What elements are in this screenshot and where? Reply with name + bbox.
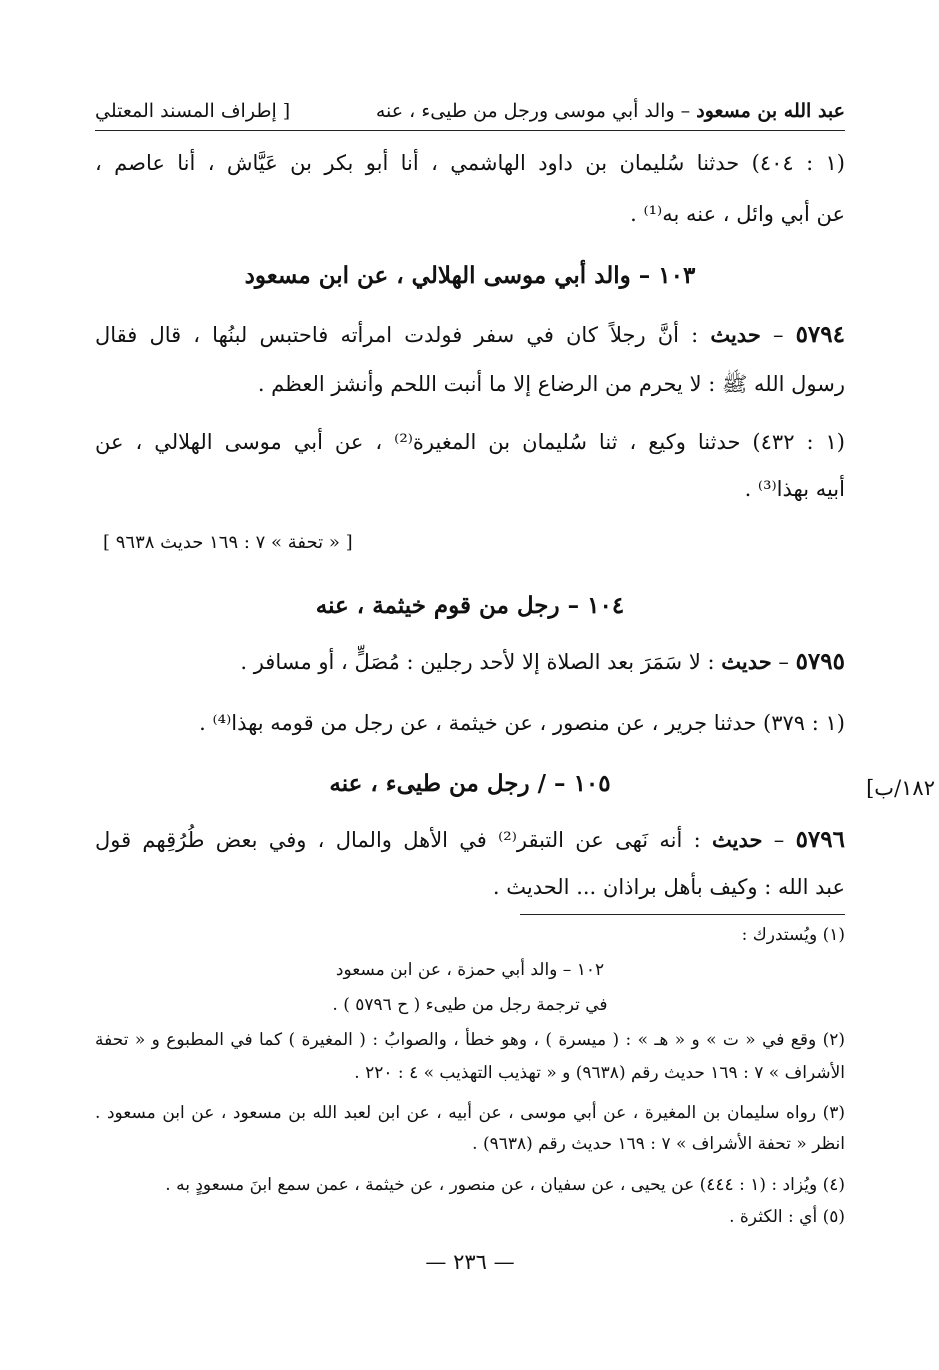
tuhfa-reference: [ « تحفة » ٧ : ١٦٩ حديث ٩٦٣٨ ] bbox=[103, 532, 353, 553]
hadith-text-line bbox=[95, 320, 845, 350]
footnote: (٥) أي : الكثرة . bbox=[729, 1207, 845, 1227]
header-title-rest: – والد أبي موسى ورجل من طيىء ، عنه bbox=[375, 100, 697, 122]
isnad-line: (١ : ٤٣٢) حدثنا وكيع ، ثنا سُليمان بن المغيرة⁽²⁾ ، عن أبي موسى الهلالي ، عن bbox=[95, 430, 845, 454]
footnote: (٤) ويُزاد : (١ : ٤٤٤) عن يحيى ، عن سفيان ، عن منصور ، عن خيثمة ، عمن سمع ابنَ مسعودٍ به . bbox=[165, 1175, 845, 1195]
header-book-title: [ إطراف المسند المعتلي bbox=[95, 100, 291, 122]
footnote: (٢) وقع في « ت » و « هـ » : ( ميسرة ) ، وهو خطأ ، والصوابُ : ( المغيرة ) كما في المطبوع و « تحفة bbox=[95, 1030, 845, 1050]
hadith-text: : لا سَمَرَ بعد الصلاة إلا لأحد رجلين : مُصَلٍّ ، أو مسافر . bbox=[240, 650, 722, 674]
hadith-dash: – bbox=[760, 323, 796, 347]
footnote: (٣) رواه سليمان بن المغيرة ، عن أبي موسى ، عن أبيه ، عن ابن لعبد الله بن مسعود ، عن ابن مسعود . bbox=[95, 1103, 845, 1123]
footnote-rule bbox=[520, 914, 845, 915]
isnad-line: (١ : ٣٧٩) حدثنا جرير ، عن منصور ، عن خيثمة ، عن رجل من قومه بهذا⁽⁴⁾ . bbox=[199, 711, 845, 735]
section-title: ١٠٤ – رجل من قوم خيثمة ، عنه bbox=[315, 592, 625, 619]
footnote-line: انظر « تحفة الأشراف » ٧ : ١٦٩ حديث رقم (٩٦٣٨) . bbox=[472, 1134, 845, 1154]
isnad-line: أبيه بهذا⁽³⁾ . bbox=[744, 477, 845, 501]
header-rule bbox=[95, 130, 845, 131]
hadith-number: ٥٧٩٦ bbox=[795, 826, 845, 853]
hadith-dash: – bbox=[771, 650, 796, 674]
hadith-text-line: رسول الله ﷺ : لا يحرم من الرضاع إلا ما أنبت اللحم وأنشز العظم . bbox=[257, 372, 845, 396]
isnad-line: عن أبي وائل ، عنه به⁽¹⁾ . bbox=[630, 202, 845, 226]
hadith-label: حديث bbox=[721, 649, 772, 674]
footnote-center-line: ١٠٢ – والد أبي حمزة ، عن ابن مسعود bbox=[335, 960, 605, 980]
hadith-number: ٥٧٩٤ bbox=[795, 321, 845, 348]
hadith-text-line: عبد الله : وكيف بأهل براذان ... الحديث . bbox=[492, 875, 845, 899]
isnad-line: (١ : ٤٠٤) حدثنا سُليمان بن داود الهاشمي ، أنا أبو بكر بن عَيَّاش ، أنا عاصم ، bbox=[95, 151, 845, 175]
hadith-text: : أنه نَهى عن التبقر⁽²⁾ في الأهل والمال ، وفي بعض طُرُقِهم قول bbox=[95, 828, 712, 852]
page-number: — ٢٣٦ — bbox=[425, 1250, 515, 1274]
hadith-text: : أنَّ رجلاً كان في سفر فولدت امرأته فاحتبس لبنُها ، قال فقال bbox=[95, 323, 711, 347]
hadith-label: حديث bbox=[710, 322, 761, 347]
section-title: ١٠٥ – / رجل من طيىء ، عنه bbox=[329, 770, 611, 797]
hadith-label: حديث bbox=[712, 827, 763, 852]
margin-folio-note: ١٨٢/ب] bbox=[866, 776, 935, 800]
hadith-number: ٥٧٩٥ bbox=[795, 648, 845, 675]
section-title: ١٠٣ – والد أبي موسى الهلالي ، عن ابن مسعود bbox=[244, 262, 696, 289]
footnote-line: الأشراف » ٧ : ١٦٩ حديث رقم (٩٦٣٨) و « تهذيب التهذيب » ٤ : ٢٢٠ . bbox=[354, 1063, 845, 1083]
footnote-line: في ترجمة رجل من طيىء ( ح ٥٧٩٦ ) . bbox=[332, 995, 608, 1015]
running-header bbox=[95, 100, 845, 130]
header-title-bold: عبد الله بن مسعود bbox=[696, 100, 845, 122]
header-title bbox=[376, 100, 845, 122]
hadith-text-line bbox=[95, 825, 845, 855]
footnote: (١) ويُستدرك : bbox=[741, 925, 845, 945]
hadith-text-line bbox=[240, 647, 845, 677]
hadith-dash: – bbox=[762, 828, 796, 852]
